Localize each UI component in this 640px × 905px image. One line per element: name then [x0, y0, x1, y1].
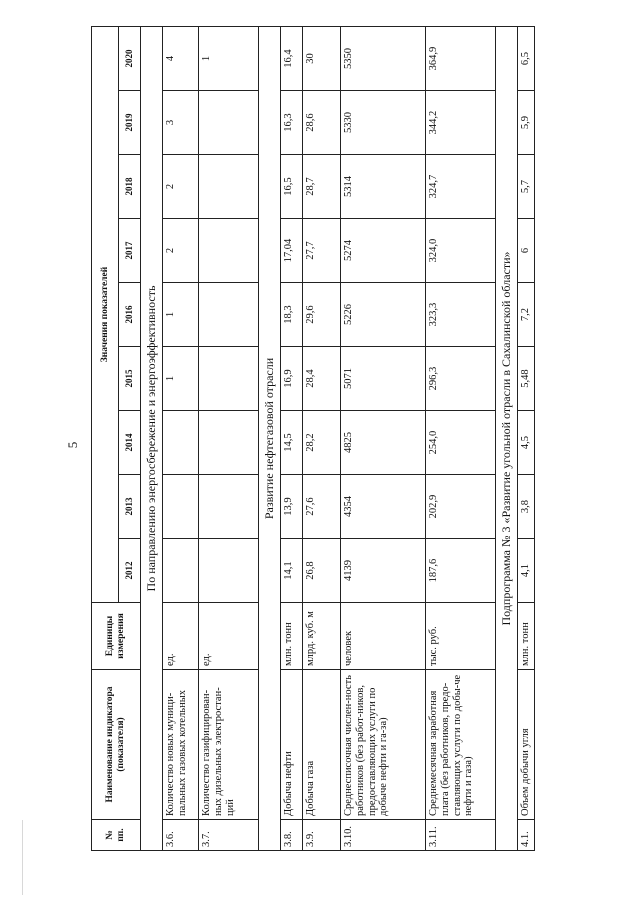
row-number: 3.11. — [426, 820, 496, 851]
value-cell: 28,7 — [303, 155, 341, 219]
value-cell: 27,6 — [303, 475, 341, 539]
value-cell: 5330 — [341, 91, 426, 155]
value-cell: 5,9 — [518, 91, 535, 155]
value-cell: 6 — [518, 219, 535, 283]
value-cell: 4354 — [341, 475, 426, 539]
header-year: 2019 — [119, 91, 141, 155]
value-cell: 29,6 — [303, 283, 341, 347]
value-cell: 4 — [163, 27, 199, 91]
value-cell: 2 — [163, 155, 199, 219]
value-cell — [199, 91, 259, 155]
row-name: Количество газифицирован-ных дизельных электростан-ций — [199, 670, 259, 820]
value-cell: 28,2 — [303, 411, 341, 475]
row-name: Среднесписочная числен-ность работников (без работ-ников, предоставляющих услуги по добыче нефти и га-за) — [341, 670, 426, 820]
row-unit: ед. — [163, 603, 199, 670]
row-number: 3.10. — [341, 820, 426, 851]
value-cell: 4,5 — [518, 411, 535, 475]
value-cell: 5314 — [341, 155, 426, 219]
value-cell: 28,4 — [303, 347, 341, 411]
value-cell: 254,0 — [426, 411, 496, 475]
header-year: 2018 — [119, 155, 141, 219]
value-cell — [199, 411, 259, 475]
row-number: 3.6. — [163, 820, 199, 851]
value-cell: 2 — [163, 219, 199, 283]
value-cell: 344,2 — [426, 91, 496, 155]
value-cell: 202,9 — [426, 475, 496, 539]
header-name: Наименование индикатора (показателя) — [92, 670, 141, 820]
value-cell: 16,3 — [281, 91, 303, 155]
value-cell: 3 — [163, 91, 199, 155]
header-year: 2016 — [119, 283, 141, 347]
value-cell: 16,4 — [281, 27, 303, 91]
value-cell: 7,2 — [518, 283, 535, 347]
header-unit: Единицы измерения — [92, 603, 141, 670]
value-cell — [163, 411, 199, 475]
row-unit: ед. — [199, 603, 259, 670]
value-cell — [199, 475, 259, 539]
header-no: № пп. — [92, 820, 141, 851]
value-cell — [199, 283, 259, 347]
value-cell: 26,8 — [303, 539, 341, 603]
value-cell — [163, 539, 199, 603]
row-name: Добыча газа — [303, 670, 341, 820]
page-number: 5 — [65, 441, 80, 449]
value-cell — [199, 539, 259, 603]
value-cell: 4825 — [341, 411, 426, 475]
value-cell: 17,04 — [281, 219, 303, 283]
row-unit: млрд. куб. м — [303, 603, 341, 670]
row-number: 4.1. — [518, 820, 535, 851]
header-year: 2020 — [119, 27, 141, 91]
value-cell: 4139 — [341, 539, 426, 603]
row-number: 3.8. — [281, 820, 303, 851]
row-unit: тыс. руб. — [426, 603, 496, 670]
value-cell: 5071 — [341, 347, 426, 411]
value-cell: 1 — [199, 27, 259, 91]
value-cell: 5274 — [341, 219, 426, 283]
value-cell: 323,3 — [426, 283, 496, 347]
value-cell: 14,1 — [281, 539, 303, 603]
value-cell: 13,9 — [281, 475, 303, 539]
row-name: Количество новых муници-пальных газовых котельных — [163, 670, 199, 820]
section-title: Развитие нефтегазовой отрасли — [259, 27, 281, 851]
value-cell: 187,6 — [426, 539, 496, 603]
section-title: Подпрограмма № 3 «Развитие угольной отрасли в Сахалинской области» — [496, 27, 518, 851]
margin-line — [22, 820, 23, 895]
rotated-table-wrapper — [91, 26, 531, 851]
value-cell: 5,7 — [518, 155, 535, 219]
value-cell: 324,7 — [426, 155, 496, 219]
value-cell — [199, 219, 259, 283]
value-cell — [199, 347, 259, 411]
value-cell: 14,5 — [281, 411, 303, 475]
value-cell: 4,1 — [518, 539, 535, 603]
row-name: Объем добычи угля — [518, 670, 535, 820]
header-year: 2015 — [119, 347, 141, 411]
row-name: Среднемесячная заработная плата (без работников, предо-ставляющих услуги по добы-че нефти и газа) — [426, 670, 496, 820]
value-cell: 296,3 — [426, 347, 496, 411]
header-year: 2013 — [119, 475, 141, 539]
header-year: 2017 — [119, 219, 141, 283]
value-cell: 3,8 — [518, 475, 535, 539]
header-values: Значения показателей — [92, 27, 119, 603]
value-cell: 324,0 — [426, 219, 496, 283]
value-cell: 5350 — [341, 27, 426, 91]
section-title: По направлению энергосбережение и энергоэффективность — [141, 27, 163, 851]
value-cell — [163, 475, 199, 539]
row-name: Добыча нефти — [281, 670, 303, 820]
row-unit: млн. тонн — [281, 603, 303, 670]
value-cell: 1 — [163, 347, 199, 411]
value-cell: 1 — [163, 283, 199, 347]
value-cell — [199, 155, 259, 219]
header-year: 2014 — [119, 411, 141, 475]
row-unit: человек — [341, 603, 426, 670]
value-cell: 5226 — [341, 283, 426, 347]
value-cell: 16,9 — [281, 347, 303, 411]
row-number: 3.9. — [303, 820, 341, 851]
row-number: 3.7. — [199, 820, 259, 851]
row-unit: млн. тонн — [518, 603, 535, 670]
value-cell: 18,3 — [281, 283, 303, 347]
value-cell: 6,5 — [518, 27, 535, 91]
value-cell: 364,9 — [426, 27, 496, 91]
value-cell: 30 — [303, 27, 341, 91]
header-year: 2012 — [119, 539, 141, 603]
value-cell: 28,6 — [303, 91, 341, 155]
value-cell: 27,7 — [303, 219, 341, 283]
value-cell: 16,5 — [281, 155, 303, 219]
value-cell: 5,48 — [518, 347, 535, 411]
indicators-table — [91, 26, 535, 851]
